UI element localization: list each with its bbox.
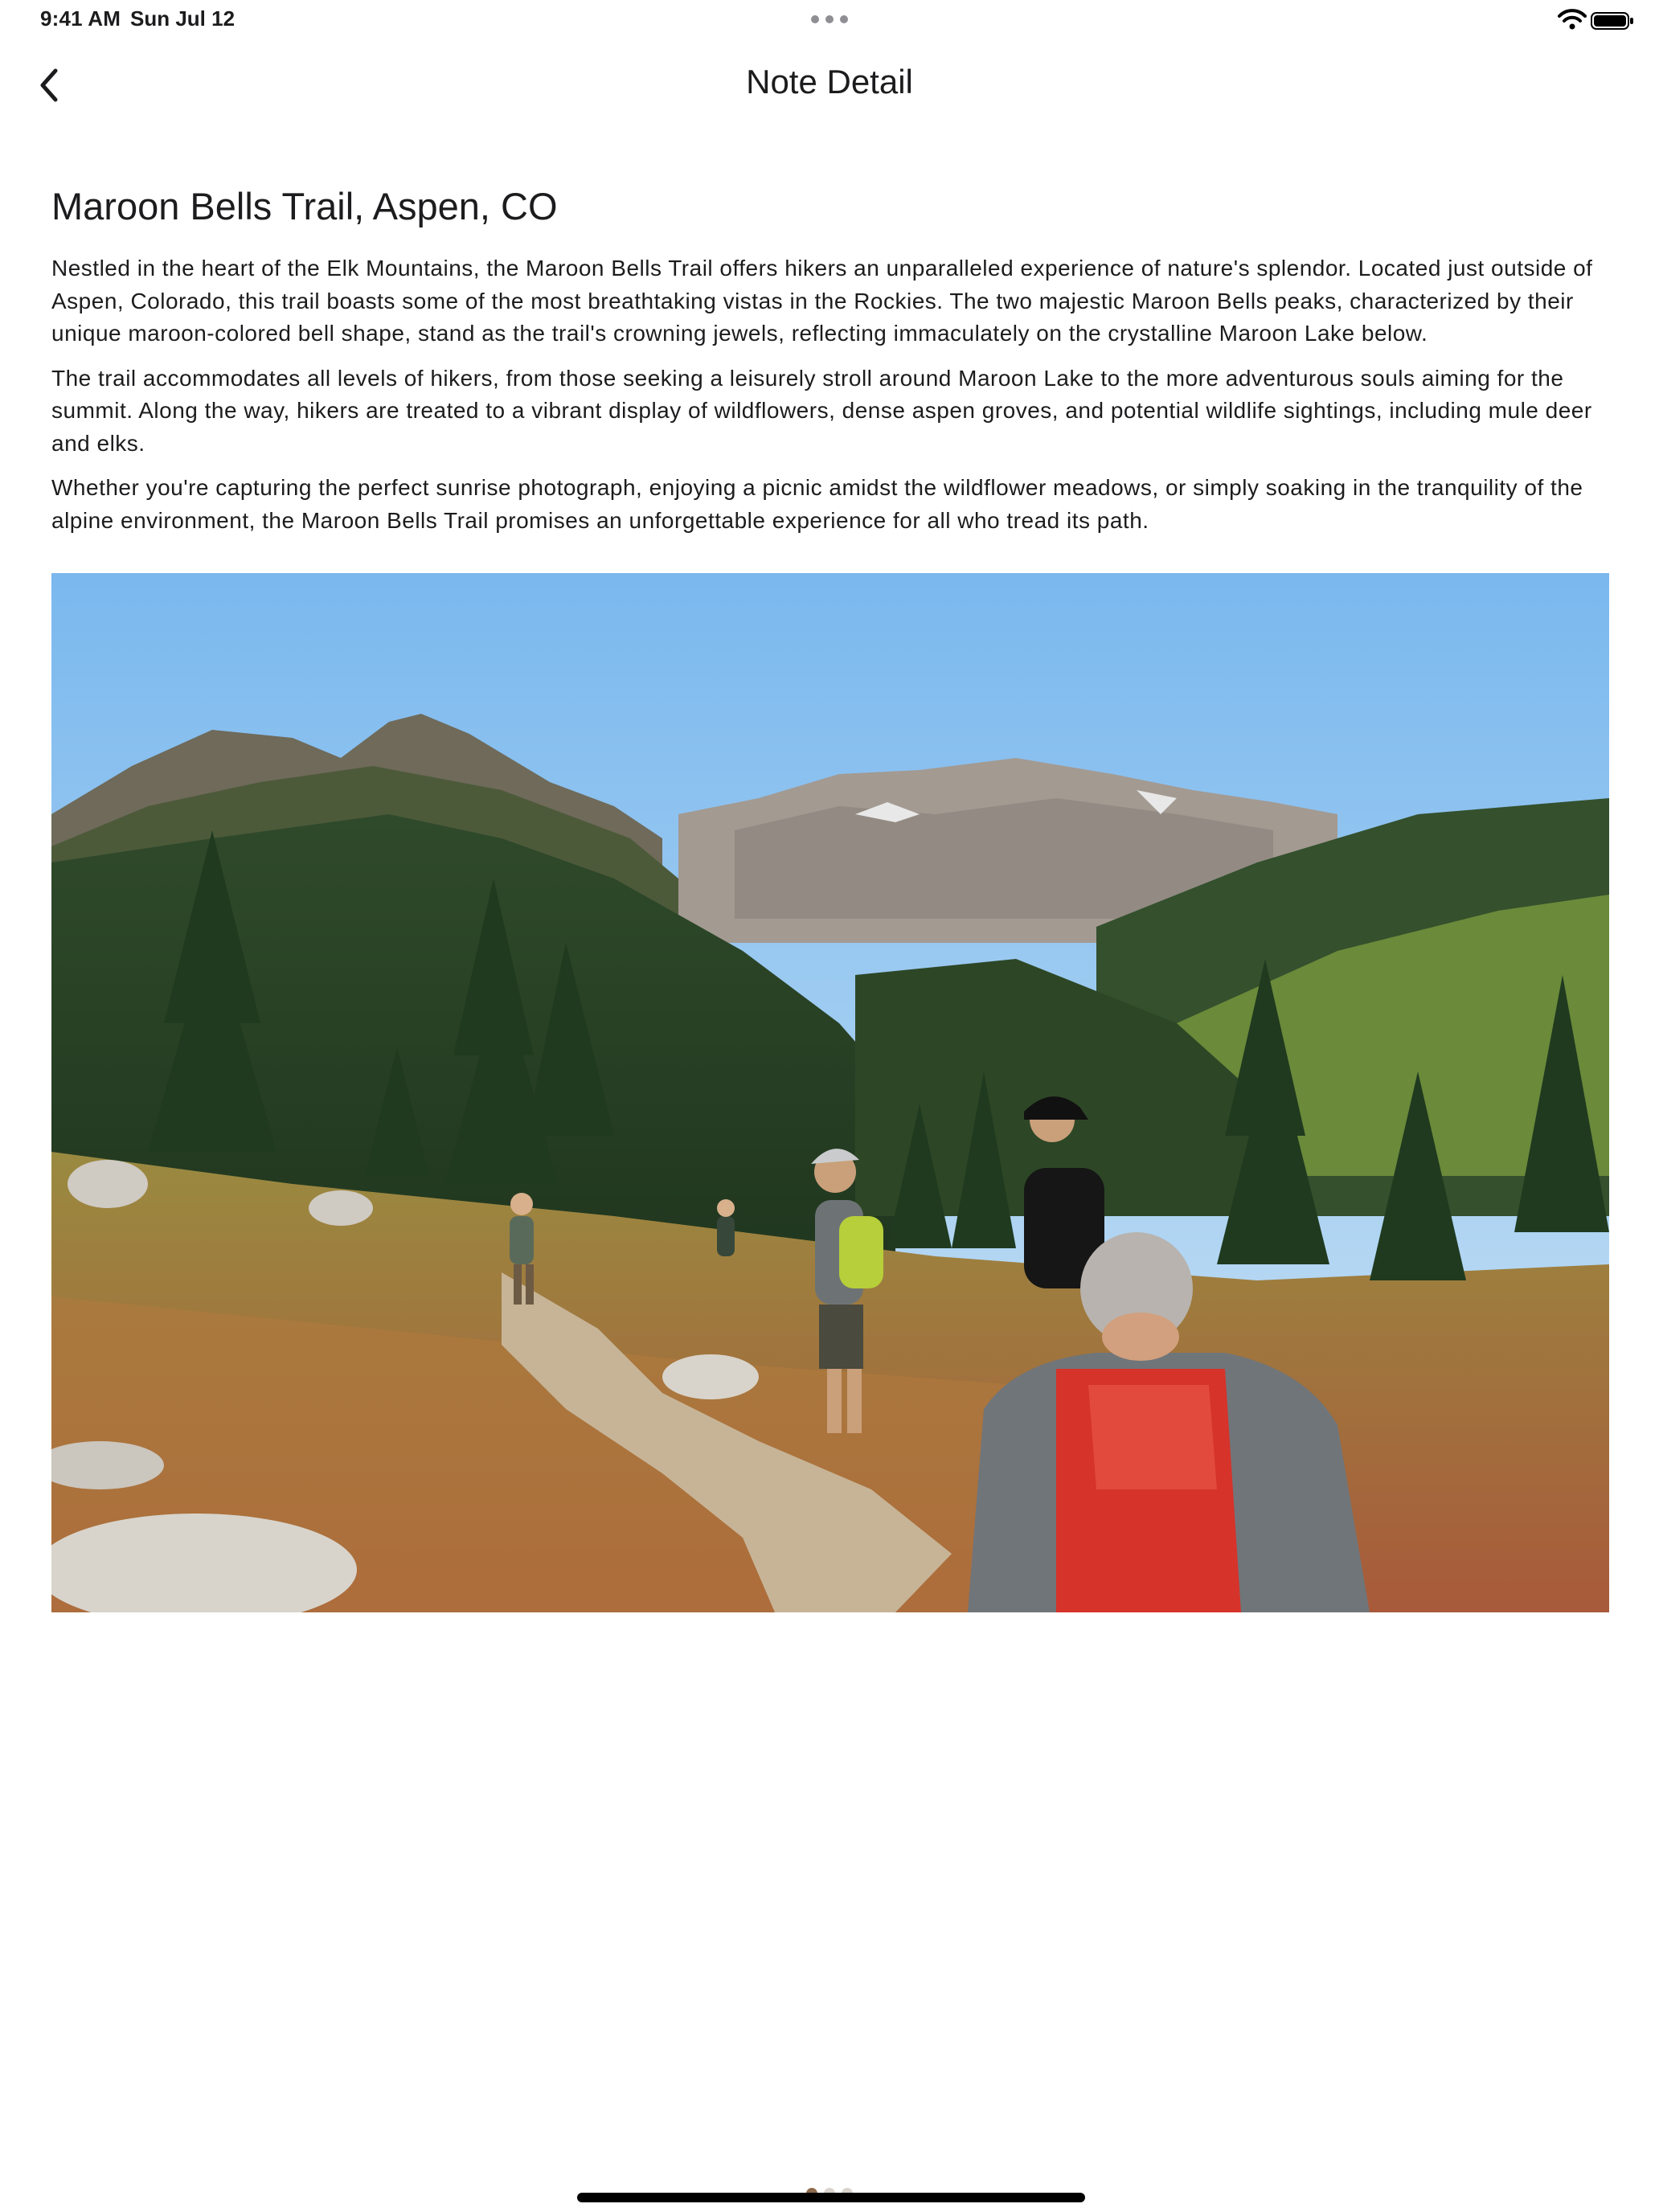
nav-title: Note Detail xyxy=(746,63,913,100)
status-bar xyxy=(0,0,1659,39)
status-indicators xyxy=(1555,8,1635,32)
trail-photo[interactable] xyxy=(51,573,1609,1612)
note-content xyxy=(51,178,1609,549)
note-paragraph: The trail accommodates all levels of hikers, from those seeking a leisurely stroll around Maroon Lake to the more adventurous souls aiming for the summit. Along the way, hikers are treated to a vibrant display of wildflowers, dense aspen groves, and potential wildlife sightings, including mule deer and elks. xyxy=(51,365,1592,456)
note-title: Maroon Bells Trail, Aspen, CO xyxy=(51,185,558,227)
status-date: Sun Jul 12 xyxy=(130,6,236,31)
battery-icon xyxy=(1591,13,1633,29)
note-paragraph: Whether you're capturing the perfect sunrise photograph, enjoying a picnic amidst the wildflower meadows, or simply soaking in the tranquility of the alpine environment, the Maroon Bells Trail promises an unforgettable experience for all who tread its path. xyxy=(51,475,1583,533)
more-dots-icon[interactable] xyxy=(810,14,849,24)
home-indicator[interactable] xyxy=(577,2193,1085,2202)
navigation-bar xyxy=(0,48,1659,122)
wifi-icon xyxy=(1559,10,1585,29)
status-time: 9:41 AM xyxy=(40,6,121,31)
note-paragraph: Nestled in the heart of the Elk Mountains, the Maroon Bells Trail offers hikers an unparalleled experience of nature's splendor. Located just outside of Aspen, Colorado, this trail boasts some of the most breathtaking vistas in the Rockies. The two majestic Maroon Bells peaks, characterized by their unique maroon-colored bell shape, stand as the trail's crowning jewels, reflecting immaculately on the crystalline Maroon Lake below. xyxy=(51,256,1593,346)
